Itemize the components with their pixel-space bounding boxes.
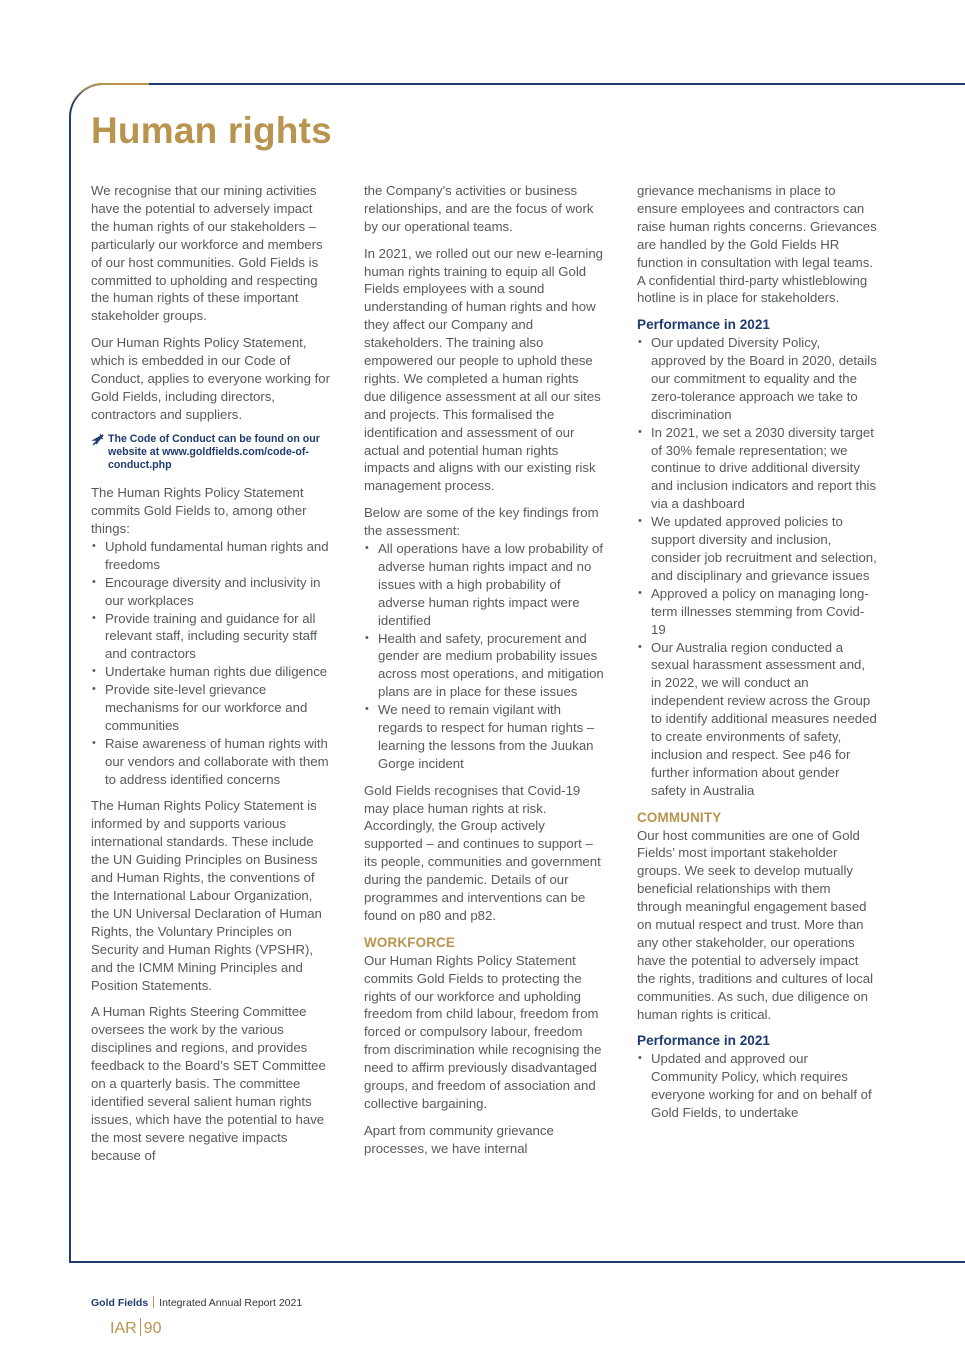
list-item: • Raise awareness of human rights with our vendors and collaborate with them to address identified concerns [91,735,331,789]
findings-list [364,540,604,773]
section-heading-workforce: WORKFORCE [364,934,456,950]
arrow-pointer-icon [91,433,105,447]
brand-name: Gold Fields [91,1297,149,1309]
list-item: • Health and safety, procurement and gender are medium probability issues across most operations, and mitigation plans are in place for these issues [364,630,604,702]
column-1 [91,182,331,1173]
list-item: • We need to remain vigilant with regards to respect for human rights – learning the lessons from the Juukan Gorge incident [364,701,604,773]
paragraph: The Human Rights Policy Statement is informed by and supports various international standards. These include the UN Guiding Principles on Business and Human Rights, the conventions of the International Labour Organization, the UN Universal Declaration of Human Rights, the Voluntary Principles on Security and Human Rights (VPSHR), and the ICMM Mining Principles and Position Statements. [91,798,322,993]
paragraph: Our Human Rights Policy Statement, which is embedded in our Code of Conduct, applies to everyone working for Gold Fields, including directors, contractors and suppliers. [91,335,330,422]
paragraph: Apart from community grievance processes, we have internal [364,1122,554,1156]
list-item: • Provide site-level grievance mechanisms for our workforce and communities [91,681,331,735]
page-number: 90 [143,1320,162,1337]
list-item: • Approved a policy on managing long-term illnesses stemming from Covid-19 [637,585,877,639]
note-text: The Code of Conduct can be found on our website at www.goldfields.com/code-of-conduct.php [108,432,320,471]
paragraph: A Human Rights Steering Committee oversees the work by the various disciplines and regions, and provides feedback to the Board’s SET Committee on a quarterly basis. The committee identified several salient human rights issues, which have the potential to have the most severe negative impacts because of [91,1004,326,1163]
column-2 [364,182,604,1166]
paragraph: grievance mechanisms in place to ensure employees and contractors can raise human rights concerns. Grievances are handled by the Gold Fields HR function in consultation with legal teams. A confidential third-party whistleblowing hotline is in place for stakeholders. [637,183,877,306]
section-label: IAR [110,1320,137,1337]
paragraph: The Human Rights Policy Statement commits Gold Fields to, among other things: [91,485,307,536]
paragraph: Gold Fields recognises that Covid-19 may place human rights at risk. Accordingly, the Group actively supported – and continues to support – its people, communities and government during the pandemic. Details of our programmes and interventions can be found on p80 and p82. [364,782,601,924]
paragraph: the Company’s activities or business relationships, and are the focus of work by our operational teams. [364,183,594,234]
list-item: • Our updated Diversity Policy, approved by the Board in 2020, details our commitment to equality and the zero-tolerance approach we take to discrimination [637,334,877,424]
list-item: • Undertake human rights due diligence [91,663,331,681]
footer-page-number [110,1318,161,1338]
page-title: Human rights [91,110,332,151]
list-item: • Our Australia region conducted a sexual harassment assessment and, in 2022, we will conduct an independent review across the Group to identify additional measures needed to create environments of safety, inclusion and respect. See p46 for further information about gender safety in Australia [637,639,877,800]
column-3 [637,182,877,1131]
list-item: • Encourage diversity and inclusivity in our workplaces [91,574,331,610]
performance-list [637,1050,877,1122]
subheading-performance: Performance in 2021 [637,317,770,333]
list-item: • All operations have a low probability of adverse human rights impact and no issues with a high probability of adverse human rights impact were identified [364,540,604,630]
list-item: • We updated approved policies to support diversity and inclusion, consider job recruitment and selection, and disciplinary and grievance issues [637,513,877,585]
performance-list [637,334,877,800]
paragraph: Our host communities are one of Gold Fields’ most important stakeholder groups. We seek to develop mutually beneficial relationships with them through meaningful engagement based on mutual respect and trust. More than any other stakeholder, our operations have the potential to adversely impact the rights, traditions and cultures of local communities. As such, due diligence on human rights is critical. [637,827,874,1022]
list-item: • Updated and approved our Community Policy, which requires everyone working for and on behalf of Gold Fields, to undertake [637,1050,877,1122]
paragraph: We recognise that our mining activities have the potential to adversely impact the human rights of our stakeholders – particularly our workforce and members of our host communities. Gold Fields is committed to upholding and respecting the human rights of these important stakeholder groups. [91,183,323,324]
list-item: • Provide training and guidance for all relevant staff, including security staff and contractors [91,610,331,664]
footer-brand [91,1296,302,1309]
paragraph: Below are some of the key findings from the assessment: [364,505,599,539]
paragraph: Our Human Rights Policy Statement commits Gold Fields to protecting the rights of our workforce and upholding freedom from child labour, freedom from forced or compulsory labour, freedom from discrimination while recognising the need to affirm previously disadvantaged groups, and freedom of association and collective bargaining. [364,952,602,1111]
footer-divider [153,1296,154,1308]
code-of-conduct-note[interactable] [91,433,331,473]
list-item: • Uphold fundamental human rights and freedoms [91,538,331,574]
report-name: Integrated Annual Report 2021 [159,1297,303,1309]
list-item: • In 2021, we set a 2030 diversity target of 30% female representation; we continue to drive additional diversity and inclusion indicators and report this via a dashboard [637,424,877,514]
subheading-performance: Performance in 2021 [637,1033,770,1049]
section-heading-community: COMMUNITY [637,809,722,825]
footer-divider [140,1318,141,1336]
paragraph: In 2021, we rolled out our new e-learning human rights training to equip all Gold Fields employees with a sound understanding of human rights and how they affect our Company and stakeholders. The training also empowered our people to uphold these rights. We completed a human rights due diligence assessment at all our sites and projects. This formalised the identification and assessment of our actual and potential human rights impacts and aligns with our existing risk management process. [364,245,603,494]
commitments-list [91,538,331,789]
